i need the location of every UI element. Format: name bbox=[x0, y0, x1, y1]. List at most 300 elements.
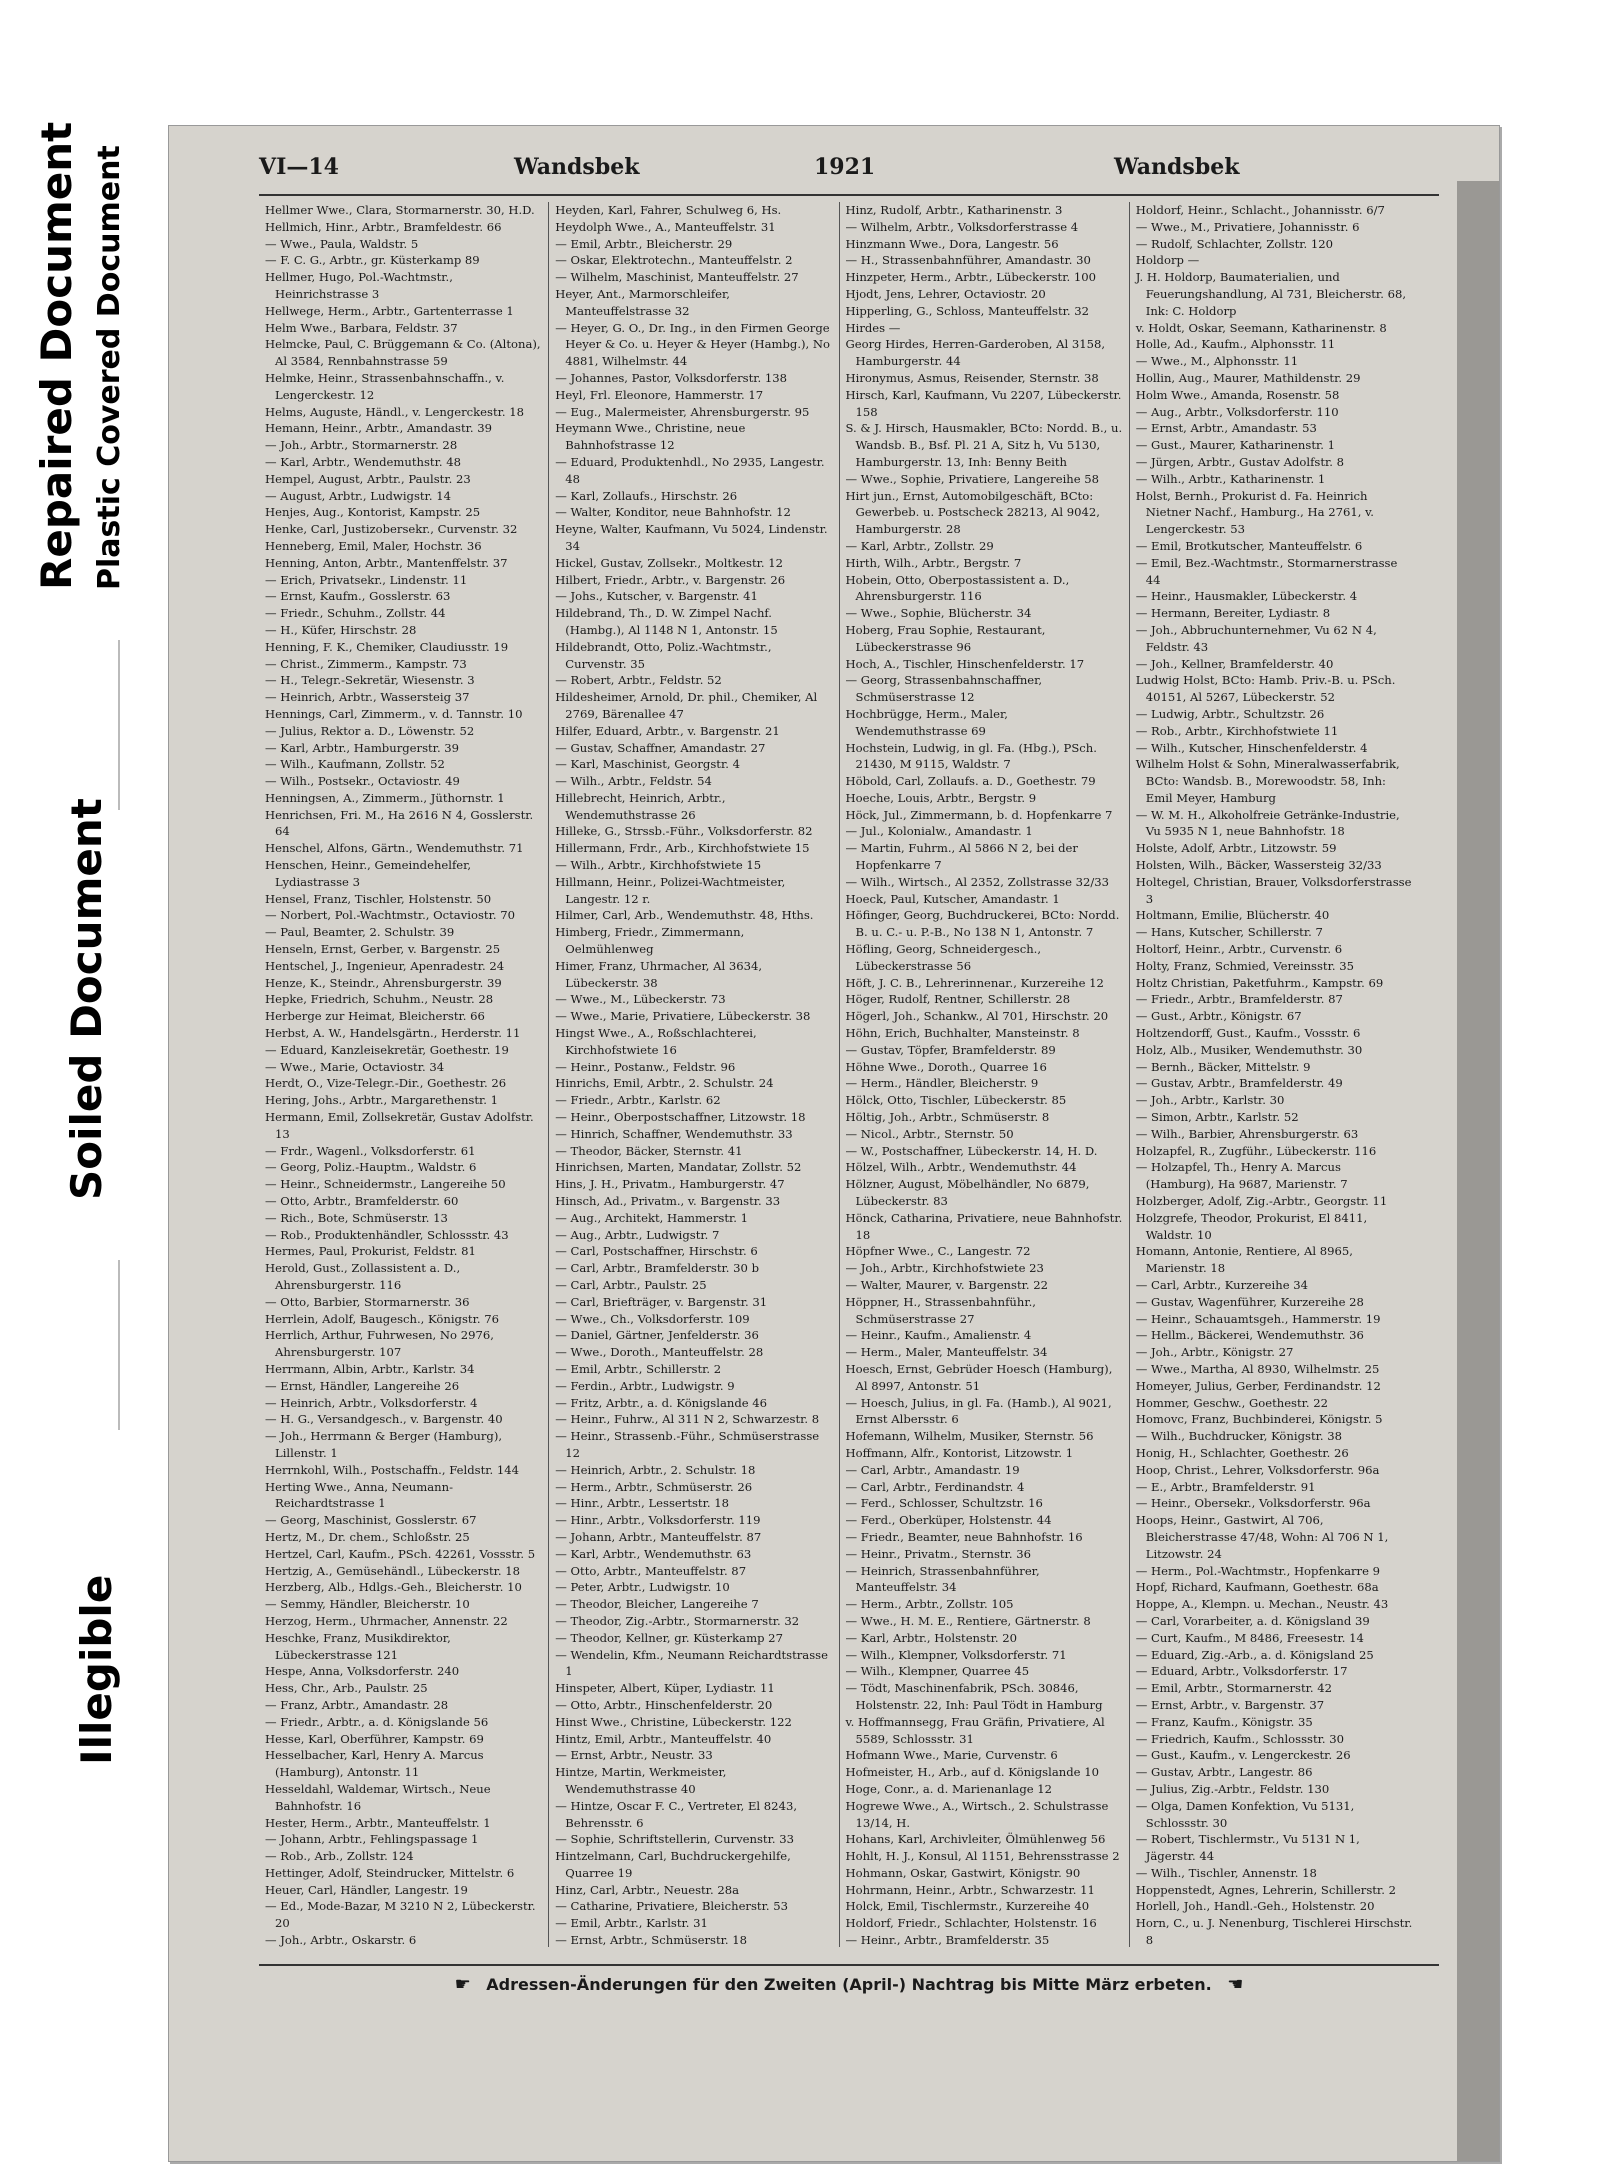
directory-entry: — Friedr., Arbtr., Bramfelderstr. 87 bbox=[1135, 992, 1343, 1007]
directory-entry: Hogrewe Wwe., A., Wirtsch., 2. Schulstrasse 13/14, H. bbox=[845, 1798, 1109, 1830]
directory-entry: — Joh., Arbtr., Stormarnerstr. 28 bbox=[265, 438, 458, 453]
directory-entry: — Gustav, Arbtr., Langestr. 86 bbox=[1135, 1765, 1313, 1780]
directory-entry: — Hinr., Arbtr., Lessertstr. 18 bbox=[555, 1496, 729, 1511]
directory-entry: — H. G., Versandgesch., v. Bargenstr. 40 bbox=[265, 1412, 503, 1427]
directory-entry: Hillebrecht, Heinrich, Arbtr., Wendemuthstrasse 26 bbox=[555, 790, 726, 822]
directory-entry: Hingst Wwe., A., Roßschlachterei, Kirchhofstwiete 16 bbox=[555, 1026, 757, 1057]
directory-entry: — Wwe., Marie, Privatiere, Lübeckerstr. 38 bbox=[555, 1009, 811, 1024]
directory-entry: Herbst, A. W., Handelsgärtn., Herderstr. 11 bbox=[265, 1026, 521, 1041]
directory-entry: — Ernst, Händler, Langereihe 26 bbox=[265, 1378, 460, 1393]
directory-entry: Horlell, Joh., Handl.-Geh., Holstenstr. 20 bbox=[1135, 1899, 1375, 1914]
directory-entry: — Wilh., Arbtr., Kirchhofstwiete 15 bbox=[555, 858, 762, 873]
directory-entry: Hemann, Heinr., Arbtr., Amandastr. 39 bbox=[265, 421, 493, 436]
directory-entry: — Karl, Arbtr., Holstenstr. 20 bbox=[845, 1630, 1018, 1645]
directory-entry: Hölck, Otto, Tischler, Lübeckerstr. 85 bbox=[845, 1093, 1067, 1108]
directory-entry: Herrlich, Arthur, Fuhrwesen, No 2976, Ahrensburgerstr. 107 bbox=[265, 1328, 494, 1360]
directory-entry: Henningsen, A., Zimmerm., Jüthornstr. 1 bbox=[265, 790, 505, 805]
directory-entry: Hoppenstedt, Agnes, Lehrerin, Schillerstr. 2 bbox=[1135, 1882, 1396, 1897]
directory-entry: — Gustav, Wagenführer, Kurzereihe 28 bbox=[1135, 1294, 1364, 1309]
directory-entry: S. & J. Hirsch, Hausmakler, BCto: Nordd. B., u. Wandsb. B., Bsf. Pl. 21 A, Sitz h, Vu 5130, Hamburgerstr. 13, Inh: Benny Beith bbox=[845, 421, 1123, 469]
column-3 bbox=[840, 202, 1130, 1947]
directory-entry: Homovc, Franz, Buchbinderei, Königstr. 5 bbox=[1135, 1412, 1383, 1427]
directory-entry: v. Holdt, Oskar, Seemann, Katharinenstr. 8 bbox=[1135, 320, 1387, 335]
directory-entry: Hildebrandt, Otto, Poliz.-Wachtmstr., Curvenstr. 35 bbox=[555, 639, 772, 671]
directory-entry: — Herm., Händler, Bleicherstr. 9 bbox=[845, 1076, 1039, 1091]
directory-entry: Holtz Christian, Paketfuhrm., Kampstr. 69 bbox=[1135, 975, 1384, 990]
page-spine bbox=[1457, 181, 1499, 2162]
directory-entry: Hesse, Karl, Oberführer, Kampstr. 69 bbox=[265, 1731, 484, 1746]
label-soiled-document: Soiled Document bbox=[62, 798, 111, 1200]
directory-entry: Holzberger, Adolf, Zig.-Arbtr., Georgstr. 11 bbox=[1135, 1194, 1388, 1209]
directory-entry: Hintzelmann, Carl, Buchdruckergehilfe, Quarree 19 bbox=[555, 1849, 791, 1880]
directory-entry: — F. C. G., Arbtr., gr. Küsterkamp 89 bbox=[265, 253, 480, 268]
directory-entry: — W. M. H., Alkoholfreie Getränke-Industrie, Vu 5935 N 1, neue Bahnhofstr. 18 bbox=[1135, 807, 1400, 839]
directory-entry: Hins, J. H., Privatm., Hamburgerstr. 47 bbox=[555, 1177, 785, 1192]
directory-entry: Hochstein, Ludwig, in gl. Fa. (Hbg.), PSch. 21430, M 9115, Waldstr. 7 bbox=[845, 740, 1097, 772]
directory-entry: Henjes, Aug., Kontorist, Kampstr. 25 bbox=[265, 505, 481, 520]
directory-entry: — Julius, Rektor a. D., Löwenstr. 52 bbox=[265, 723, 475, 738]
directory-entry: — Friedrich, Kaufm., Schlossstr. 30 bbox=[1135, 1731, 1345, 1746]
directory-entry: — Wilh., Kaufmann, Zollstr. 52 bbox=[265, 757, 445, 772]
directory-entry: — Eug., Malermeister, Ahrensburgerstr. 95 bbox=[555, 404, 810, 419]
directory-entry: — Ferdin., Arbtr., Ludwigstr. 9 bbox=[555, 1378, 735, 1393]
directory-entry: — Otto, Arbtr., Manteuffelstr. 87 bbox=[555, 1563, 747, 1578]
directory-entry: Holz, Alb., Musiker, Wendemuthstr. 30 bbox=[1135, 1042, 1363, 1057]
directory-entry: — Emil, Bez.-Wachtmstr., Stormarnerstrasse 44 bbox=[1135, 555, 1398, 587]
directory-entry: — Jul., Kolonialw., Amandastr. 1 bbox=[845, 824, 1033, 839]
column-1 bbox=[259, 202, 549, 1947]
header-year: 1921 bbox=[814, 154, 876, 180]
directory-entry: — Wwe., Sophie, Blücherstr. 34 bbox=[845, 606, 1032, 621]
directory-entry: Hepke, Friedrich, Schuhm., Neustr. 28 bbox=[265, 992, 494, 1007]
directory-entry: Holdorp — bbox=[1135, 253, 1200, 268]
side-labels bbox=[0, 0, 165, 2177]
directory-entry: Hickel, Gustav, Zollsekr., Moltkestr. 12 bbox=[555, 555, 784, 570]
directory-entry: — Julius, Zig.-Arbtr., Feldstr. 130 bbox=[1135, 1781, 1330, 1796]
directory-entry: Hönck, Catharina, Privatiere, neue Bahnhofstr. 18 bbox=[845, 1210, 1123, 1242]
directory-entry: — Curt, Kaufm., M 8486, Freesestr. 14 bbox=[1135, 1630, 1364, 1645]
directory-entry: Hellwege, Herm., Arbtr., Gartenterrasse 1 bbox=[265, 303, 514, 318]
directory-entry: Hoeche, Louis, Arbtr., Bergstr. 9 bbox=[845, 790, 1037, 805]
page-header bbox=[259, 154, 1439, 188]
directory-entry: — Hans, Kutscher, Schillerstr. 7 bbox=[1135, 925, 1323, 940]
header-right-title: Wandsbek bbox=[1114, 154, 1240, 180]
directory-entry: Heyne, Walter, Kaufmann, Vu 5024, Lindenstr. 34 bbox=[555, 522, 828, 553]
directory-entry: — Emil, Arbtr., Schillerstr. 2 bbox=[555, 1361, 722, 1376]
directory-entry: Hohmann, Oskar, Gastwirt, Königstr. 90 bbox=[845, 1865, 1081, 1880]
directory-entry: Hinz, Carl, Arbtr., Neuestr. 28a bbox=[555, 1882, 739, 1897]
label-divider bbox=[118, 640, 120, 810]
directory-entry: — Joh., Herrmann & Berger (Hamburg), Lillenstr. 1 bbox=[265, 1429, 503, 1460]
directory-entry: Henning, Anton, Arbtr., Mantenffelstr. 37 bbox=[265, 555, 508, 570]
directory-entry: Hirdes — bbox=[845, 320, 901, 335]
directory-entry: — Walter, Konditor, neue Bahnhofstr. 12 bbox=[555, 505, 791, 520]
directory-entry: Hobein, Otto, Oberpostassistent a. D., Ahrensburgerstr. 116 bbox=[845, 572, 1070, 604]
directory-entry: — Karl, Arbtr., Zollstr. 29 bbox=[845, 538, 994, 553]
directory-entry: Hoeck, Paul, Kutscher, Amandastr. 1 bbox=[845, 891, 1060, 906]
directory-entry: Hildebrand, Th., D. W. Zimpel Nachf. (Hambg.), Al 1148 N 1, Antonstr. 15 bbox=[555, 606, 778, 637]
directory-entry: Höpfner Wwe., C., Langestr. 72 bbox=[845, 1244, 1031, 1259]
directory-entry: — Sophie, Schriftstellerin, Curvenstr. 33 bbox=[555, 1832, 794, 1847]
directory-entry: Hofemann, Wilhelm, Musiker, Sternstr. 56 bbox=[845, 1429, 1094, 1444]
directory-entry: Heyer, Ant., Marmorschleifer, Manteuffelstrasse 32 bbox=[555, 286, 730, 318]
directory-entry: — Wwe., Doroth., Manteuffelstr. 28 bbox=[555, 1345, 764, 1360]
directory-entry: — H., Küfer, Hirschstr. 28 bbox=[265, 622, 417, 637]
directory-entry: — Theodor, Kellner, gr. Küsterkamp 27 bbox=[555, 1630, 783, 1645]
directory-entry: Hirth, Wilh., Arbtr., Bergstr. 7 bbox=[845, 555, 1022, 570]
directory-entry: Hofmann Wwe., Marie, Curvenstr. 6 bbox=[845, 1748, 1058, 1763]
directory-entry: — Eduard, Zig.-Arb., a. d. Königsland 25 bbox=[1135, 1647, 1374, 1662]
directory-entry: — Gust., Kaufm., v. Lengerckestr. 26 bbox=[1135, 1748, 1351, 1763]
directory-entry: Hentschel, J., Ingenieur, Apenradestr. 24 bbox=[265, 958, 505, 973]
directory-entry: Hoch, A., Tischler, Hinschenfelderstr. 17 bbox=[845, 656, 1085, 671]
directory-entry: — Wilhelm, Maschinist, Manteuffelstr. 27 bbox=[555, 270, 799, 285]
directory-entry: Hillermann, Frdr., Arb., Kirchhofstwiete 15 bbox=[555, 841, 810, 856]
directory-entry: — Robert, Arbtr., Feldstr. 52 bbox=[555, 673, 722, 688]
directory-entry: — Rudolf, Schlachter, Zollstr. 120 bbox=[1135, 236, 1334, 251]
directory-entry: — Simon, Arbtr., Karlstr. 52 bbox=[1135, 1110, 1299, 1125]
directory-entry: — Joh., Arbtr., Karlstr. 30 bbox=[1135, 1093, 1285, 1108]
directory-entry: — Wwe., Martha, Al 8930, Wilhelmstr. 25 bbox=[1135, 1361, 1380, 1376]
header-rule bbox=[259, 194, 1439, 196]
directory-entry: Holste, Adolf, Arbtr., Litzowstr. 59 bbox=[1135, 841, 1337, 856]
directory-entry: Wilhelm Holst & Sohn, Mineralwasserfabrik, BCto: Wandsb. B., Morewoodstr. 58, Inh: Emil Meyer, Hamburg bbox=[1135, 757, 1400, 805]
directory-entry: Hertzig, A., Gemüsehändl., Lübeckerstr. 18 bbox=[265, 1563, 521, 1578]
directory-entry: — Hinr., Arbtr., Volksdorferstr. 119 bbox=[555, 1513, 761, 1528]
directory-entry: Hinspeter, Albert, Küper, Lydiastr. 11 bbox=[555, 1681, 775, 1696]
directory-entry: Hilfer, Eduard, Arbtr., v. Bargenstr. 21 bbox=[555, 723, 780, 738]
directory-entry: Höfinger, Georg, Buchdruckerei, BCto: Nordd. B. u. C.- u. P.-B., No 138 N 1, Antonstr. 7 bbox=[845, 908, 1120, 940]
directory-entry: — Friedr., Arbtr., a. d. Königslande 56 bbox=[265, 1714, 489, 1729]
directory-entry: — Herm., Maler, Manteuffelstr. 34 bbox=[845, 1345, 1048, 1360]
directory-entry: Hommer, Geschw., Goethestr. 22 bbox=[1135, 1395, 1329, 1410]
directory-entry: Höft, J. C. B., Lehrerinnenar., Kurzereihe 12 bbox=[845, 975, 1104, 990]
directory-entry: — Aug., Arbtr., Ludwigstr. 7 bbox=[555, 1227, 720, 1242]
directory-entry: — Emil, Arbtr., Stormarnerstr. 42 bbox=[1135, 1681, 1333, 1696]
directory-entry: — Wilh., Barbier, Ahrensburgerstr. 63 bbox=[1135, 1126, 1359, 1141]
directory-entry: Hilmer, Carl, Arb., Wendemuthstr. 48, Hths. bbox=[555, 908, 814, 923]
directory-entry: Hertzel, Carl, Kaufm., PSch. 42261, Vossstr. 5 bbox=[265, 1546, 536, 1561]
directory-entry: — Joh., Abbruchunternehmer, Vu 62 N 4, Feldstr. 43 bbox=[1135, 622, 1377, 654]
directory-entry: — Karl, Arbtr., Wendemuthstr. 48 bbox=[265, 454, 461, 469]
directory-entry: — Ernst, Arbtr., Schmüserstr. 18 bbox=[555, 1933, 748, 1947]
directory-entry: — Heyer, G. O., Dr. Ing., in den Firmen George Heyer & Co. u. Heyer & Heyer (Hambg.), No 4881, Wilhelmstr. 44 bbox=[555, 320, 831, 369]
directory-entry: — Rich., Bote, Schmüserstr. 13 bbox=[265, 1210, 448, 1225]
directory-entry: Heschke, Franz, Musikdirektor, Lübeckerstrasse 121 bbox=[265, 1630, 451, 1662]
directory-entry: — Theodor, Zig.-Arbtr., Stormarnerstr. 32 bbox=[555, 1613, 800, 1628]
directory-entry: Hettinger, Adolf, Steindrucker, Mittelstr. 6 bbox=[265, 1865, 515, 1880]
directory-entry: Högerl, Joh., Schankw., Al 701, Hirschstr. 20 bbox=[845, 1009, 1109, 1024]
directory-entry: Hesselbacher, Karl, Henry A. Marcus (Hamburg), Antonstr. 11 bbox=[265, 1748, 484, 1780]
directory-entry: Hinzpeter, Herm., Arbtr., Lübeckerstr. 100 bbox=[845, 270, 1096, 285]
directory-entry: — Heinr., Oberpostschaffner, Litzowstr. 18 bbox=[555, 1110, 806, 1125]
directory-entry: Heuer, Carl, Händler, Langestr. 19 bbox=[265, 1882, 468, 1897]
directory-entry: Hinz, Rudolf, Arbtr., Katharinenstr. 3 bbox=[845, 203, 1063, 217]
column-4 bbox=[1130, 202, 1419, 1947]
directory-entry: — Heinrich, Arbtr., Volksdorferstr. 4 bbox=[265, 1395, 478, 1410]
directory-entry: Hintz, Emil, Arbtr., Manteuffelstr. 40 bbox=[555, 1731, 772, 1746]
directory-entry: Himer, Franz, Uhrmacher, Al 3634, Lübeckerstr. 38 bbox=[555, 958, 763, 990]
directory-entry: — Wwe., Ch., Volksdorferstr. 109 bbox=[555, 1311, 750, 1326]
directory-entry: Hermes, Paul, Prokurist, Feldstr. 81 bbox=[265, 1244, 476, 1259]
directory-entry: — Hoesch, Julius, in gl. Fa. (Hamb.), Al 9021, Ernst Albersstr. 6 bbox=[845, 1395, 1112, 1427]
directory-entry: Hess, Chr., Arb., Paulstr. 25 bbox=[265, 1681, 428, 1696]
directory-entry: Henrichsen, Fri. M., Ha 2616 N 4, Gosslerstr. 64 bbox=[265, 807, 534, 839]
directory-entry: Hildesheimer, Arnold, Dr. phil., Chemiker, Al 2769, Bärenallee 47 bbox=[555, 690, 818, 721]
directory-entry: — Rob., Produktenhändler, Schlossstr. 43 bbox=[265, 1227, 509, 1242]
directory-entry: Herrmann, Albin, Arbtr., Karlstr. 34 bbox=[265, 1361, 475, 1376]
directory-entry: — Catharine, Privatiere, Bleicherstr. 53 bbox=[555, 1899, 788, 1914]
directory-entry: — Walter, Maurer, v. Bargenstr. 22 bbox=[845, 1278, 1049, 1292]
directory-entry: — Wilh., Postsekr., Octaviostr. 49 bbox=[265, 774, 460, 789]
directory-entry: — Hermann, Bereiter, Lydiastr. 8 bbox=[1135, 606, 1331, 621]
directory-entry: — Wilh., Tischler, Annenstr. 18 bbox=[1135, 1865, 1317, 1880]
directory-entry: — Wilh., Wirtsch., Al 2352, Zollstrasse 32/33 bbox=[845, 874, 1110, 889]
directory-entry: Horn, C., u. J. Nenenburg, Tischlerei Hirschstr. 8 bbox=[1135, 1916, 1413, 1947]
directory-entry: Hoesch, Ernst, Gebrüder Hoesch (Hamburg), Al 8997, Antonstr. 51 bbox=[845, 1361, 1113, 1393]
pointing-hand-right-icon: ☚ bbox=[1227, 1974, 1244, 1995]
directory-entry: — Carl, Arbtr., Ferdinandstr. 4 bbox=[845, 1479, 1025, 1494]
directory-entry: — Theodor, Bleicher, Langereihe 7 bbox=[555, 1597, 759, 1612]
directory-entry: Herrlein, Adolf, Baugesch., Königstr. 76 bbox=[265, 1311, 499, 1326]
directory-entry: — Carl, Arbtr., Kurzereihe 34 bbox=[1135, 1278, 1309, 1292]
directory-entry: Hellmer Wwe., Clara, Stormarnerstr. 30, H.D. bbox=[265, 203, 535, 217]
directory-entry: Hölzner, August, Möbelhändler, No 6879, Lübeckerstr. 83 bbox=[845, 1177, 1090, 1209]
directory-entry: — Johannes, Pastor, Volksdorferstr. 138 bbox=[555, 370, 788, 385]
directory-page bbox=[168, 125, 1500, 2162]
directory-entry: Hering, Johs., Arbtr., Margarethenstr. 1 bbox=[265, 1093, 499, 1108]
directory-entry: Holty, Franz, Schmied, Vereinsstr. 35 bbox=[1135, 958, 1354, 973]
directory-entry: Holtegel, Christian, Brauer, Volksdorferstrasse 3 bbox=[1135, 874, 1412, 906]
directory-entry: Holdorf, Friedr., Schlachter, Holstenstr. 16 bbox=[845, 1916, 1097, 1931]
directory-entry: Holck, Emil, Tischlermstr., Kurzereihe 40 bbox=[845, 1899, 1090, 1914]
directory-entry: — Erich, Privatsekr., Lindenstr. 11 bbox=[265, 572, 468, 587]
directory-entry: — Semmy, Händler, Bleicherstr. 10 bbox=[265, 1597, 470, 1612]
directory-entry: — Carl, Postschaffner, Hirschstr. 6 bbox=[555, 1244, 758, 1259]
directory-entry: — Otto, Arbtr., Bramfelderstr. 60 bbox=[265, 1194, 459, 1209]
directory-entry: — Johann, Arbtr., Fehlingspassage 1 bbox=[265, 1832, 479, 1847]
directory-entry: Herdt, O., Vize-Telegr.-Dir., Goethestr. 26 bbox=[265, 1076, 507, 1091]
directory-entry: Hillmann, Heinr., Polizei-Wachtmeister, Langestr. 12 r. bbox=[555, 874, 786, 906]
directory-entry: — Martin, Fuhrm., Al 5866 N 2, bei der Hopfenkarre 7 bbox=[845, 841, 1078, 873]
directory-entry: Hertz, M., Dr. chem., Schloßstr. 25 bbox=[265, 1529, 470, 1544]
directory-entry: — H., Strassenbahnführer, Amandastr. 30 bbox=[845, 253, 1091, 268]
directory-entry: Heyden, Karl, Fahrer, Schulweg 6, Hs. bbox=[555, 203, 782, 217]
directory-entry: Hinrichs, Emil, Arbtr., 2. Schulstr. 24 bbox=[555, 1076, 774, 1091]
directory-entry: — Friedr., Schuhm., Zollstr. 44 bbox=[265, 606, 446, 621]
directory-entry: Hinzmann Wwe., Dora, Langestr. 56 bbox=[845, 236, 1059, 251]
directory-entry: Herzberg, Alb., Hdlgs.-Geh., Bleicherstr. 10 bbox=[265, 1580, 522, 1595]
directory-entry: Hoberg, Frau Sophie, Restaurant, Lübeckerstrasse 96 bbox=[845, 622, 1046, 654]
directory-entry: Heydolph Wwe., A., Manteuffelstr. 31 bbox=[555, 219, 776, 234]
directory-entry: — Heinr., Kaufm., Amalienstr. 4 bbox=[845, 1328, 1032, 1343]
directory-entry: — H., Telegr.-Sekretär, Wiesenstr. 3 bbox=[265, 673, 475, 688]
directory-entry: Hintze, Martin, Werkmeister, Wendemuthstrasse 40 bbox=[555, 1765, 727, 1796]
directory-entry: — Friedr., Beamter, neue Bahnhofstr. 16 bbox=[845, 1529, 1083, 1544]
directory-entry: Holm Wwe., Amanda, Rosenstr. 58 bbox=[1135, 387, 1340, 402]
directory-entry: Hilleke, G., Strssb.-Führ., Volksdorferstr. 82 bbox=[555, 824, 813, 839]
directory-entry: Holdorf, Heinr., Schlacht., Johannisstr. 6/7 bbox=[1135, 203, 1385, 217]
directory-entry: — Wilh., Klempner, Quarree 45 bbox=[845, 1664, 1030, 1679]
directory-entry: Henschel, Alfons, Gärtn., Wendemuthstr. 71 bbox=[265, 841, 524, 856]
directory-entry: Henze, K., Steindr., Ahrensburgerstr. 39 bbox=[265, 975, 502, 990]
label-illegible: Illegible bbox=[72, 1574, 121, 1765]
directory-entry: J. H. Holdorp, Baumaterialien, und Feuerungshandlung, Al 731, Bleicherstr. 68, Ink: C. Holdorp bbox=[1135, 270, 1407, 318]
directory-entry: — Heinrich, Arbtr., 2. Schulstr. 18 bbox=[555, 1462, 756, 1477]
directory-entry: Hohans, Karl, Archivleiter, Ölmühlenweg 56 bbox=[845, 1832, 1106, 1847]
directory-entry: Hironymus, Asmus, Reisender, Sternstr. 38 bbox=[845, 370, 1099, 385]
directory-entry: — W., Postschaffner, Lübeckerstr. 14, H. D. bbox=[845, 1143, 1098, 1158]
directory-entry: Homann, Antonie, Rentiere, Al 8965, Marienstr. 18 bbox=[1135, 1244, 1353, 1276]
directory-entry: — Gust., Arbtr., Königstr. 67 bbox=[1135, 1009, 1302, 1024]
directory-entry: Helm Wwe., Barbara, Feldstr. 37 bbox=[265, 320, 458, 335]
directory-entry: Hinsch, Ad., Privatm., v. Bargenstr. 33 bbox=[555, 1194, 781, 1209]
directory-entry: — Hintze, Oscar F. C., Vertreter, El 8243, Behrensstr. 6 bbox=[555, 1798, 798, 1830]
directory-entry: — Peter, Arbtr., Ludwigstr. 10 bbox=[555, 1580, 730, 1595]
label-divider bbox=[118, 1260, 120, 1430]
directory-entry: — Karl, Zollaufs., Hirschstr. 26 bbox=[555, 488, 738, 503]
directory-entry: — Heinr., Arbtr., Bramfelderstr. 35 bbox=[845, 1933, 1050, 1947]
directory-entry: Herrnkohl, Wilh., Postschaffn., Feldstr. 144 bbox=[265, 1462, 520, 1477]
directory-entry: Hoop, Christ., Lehrer, Volksdorferstr. 96a bbox=[1135, 1462, 1380, 1477]
directory-entry: Hochbrügge, Herm., Maler, Wendemuthstrasse 69 bbox=[845, 706, 1008, 738]
directory-entry: — Wwe., Sophie, Privatiere, Langereihe 58 bbox=[845, 471, 1100, 486]
directory-entry: — Otto, Barbier, Stormarnerstr. 36 bbox=[265, 1294, 470, 1309]
directory-entry: — Heinr., Postanw., Feldstr. 96 bbox=[555, 1059, 736, 1074]
directory-entry: — Georg, Strassenbahnschaffner, Schmüserstrasse 12 bbox=[845, 673, 1043, 705]
directory-entry: — Carl, Arbtr., Paulstr. 25 bbox=[555, 1278, 707, 1292]
directory-entry: Helmke, Heinr., Strassenbahnschaffn., v. Lengerckestr. 12 bbox=[265, 370, 505, 402]
directory-entry: Hespe, Anna, Volksdorferstr. 240 bbox=[265, 1664, 460, 1679]
directory-entry: — Bernh., Bäcker, Mittelstr. 9 bbox=[1135, 1059, 1311, 1074]
directory-entry: — Georg, Maschinist, Gosslerstr. 67 bbox=[265, 1513, 477, 1528]
directory-entry: Holst, Bernh., Prokurist d. Fa. Heinrich Nietner Nachf., Hamburg., Ha 2761, v. Lengerckestr. 53 bbox=[1135, 488, 1374, 537]
directory-entry: — Eduard, Arbtr., Volksdorferstr. 17 bbox=[1135, 1664, 1348, 1679]
directory-entry: Holtzendorff, Gust., Kaufm., Vossstr. 6 bbox=[1135, 1026, 1361, 1041]
directory-entry: — Wwe., Marie, Octaviostr. 34 bbox=[265, 1059, 445, 1074]
directory-entry: Herzog, Herm., Uhrmacher, Annenstr. 22 bbox=[265, 1613, 508, 1628]
directory-entry: Henseln, Ernst, Gerber, v. Bargenstr. 25 bbox=[265, 942, 501, 957]
directory-entry: — Rob., Arbtr., Kirchhofstwiete 11 bbox=[1135, 723, 1339, 738]
directory-entry: Heymann Wwe., Christine, neue Bahnhofstrasse 12 bbox=[555, 421, 746, 453]
directory-entry: — Heinr., Schauamtsgeh., Hammerstr. 19 bbox=[1135, 1311, 1381, 1326]
directory-columns bbox=[259, 202, 1419, 1947]
directory-entry: — Robert, Tischlermstr., Vu 5131 N 1, Jägerstr. 44 bbox=[1135, 1832, 1360, 1864]
column-2 bbox=[549, 202, 839, 1947]
directory-entry: — Norbert, Pol.-Wachtmstr., Octaviostr. 70 bbox=[265, 908, 515, 923]
footer-notice: Adressen-Änderungen für den Zweiten (April-) Nachtrag bis Mitte März erbeten. bbox=[486, 1975, 1212, 1994]
directory-entry: Henneberg, Emil, Maler, Hochstr. 36 bbox=[265, 538, 482, 553]
directory-entry: Heyl, Frl. Eleonore, Hammerstr. 17 bbox=[555, 387, 764, 402]
directory-entry: — Franz, Arbtr., Amandastr. 28 bbox=[265, 1697, 449, 1712]
directory-entry: — Wwe., Paula, Waldstr. 5 bbox=[265, 236, 419, 251]
directory-entry: Hoffmann, Alfr., Kontorist, Litzowstr. 1 bbox=[845, 1445, 1074, 1460]
directory-entry: Holtmann, Emilie, Blücherstr. 40 bbox=[1135, 908, 1330, 923]
directory-entry: Holtorf, Heinr., Arbtr., Curvenstr. 6 bbox=[1135, 942, 1343, 957]
directory-entry: Hilbert, Friedr., Arbtr., v. Bargenstr. 26 bbox=[555, 572, 786, 587]
page-number: VI—14 bbox=[259, 154, 339, 180]
directory-entry: — Gust., Maurer, Katharinenstr. 1 bbox=[1135, 438, 1335, 453]
directory-entry: — Paul, Beamter, 2. Schulstr. 39 bbox=[265, 925, 455, 940]
directory-entry: Henschen, Heinr., Gemeindehelfer, Lydiastrasse 3 bbox=[265, 858, 472, 889]
directory-entry: Hohrmann, Heinr., Arbtr., Schwarzestr. 11 bbox=[845, 1882, 1095, 1897]
directory-entry: Himberg, Friedr., Zimmermann, Oelmühlenweg bbox=[555, 925, 745, 957]
directory-entry: — Heinrich, Strassenbahnführer, Manteuffelstr. 34 bbox=[845, 1563, 1040, 1595]
directory-entry: — Ernst, Arbtr., v. Bargenstr. 37 bbox=[1135, 1697, 1325, 1712]
directory-entry: — Aug., Architekt, Hammerstr. 1 bbox=[555, 1210, 749, 1225]
directory-entry: Hinrichsen, Marten, Mandatar, Zollstr. 52 bbox=[555, 1160, 802, 1175]
directory-entry: Hipperling, G., Schloss, Manteuffelstr. 32 bbox=[845, 303, 1090, 318]
directory-entry: — Friedr., Arbtr., Karlstr. 62 bbox=[555, 1093, 721, 1108]
directory-entry: — Heinr., Obersekr., Volksdorferstr. 96a bbox=[1135, 1496, 1371, 1511]
pointing-hand-left-icon: ☛ bbox=[454, 1974, 471, 1995]
directory-entry: — Franz, Kaufm., Königstr. 35 bbox=[1135, 1714, 1313, 1729]
directory-entry: Holzapfel, R., Zugführ., Lübeckerstr. 116 bbox=[1135, 1143, 1377, 1158]
directory-entry: — Emil, Arbtr., Karlstr. 31 bbox=[555, 1916, 708, 1931]
directory-entry: — Oskar, Elektrotechn., Manteuffelstr. 2 bbox=[555, 253, 793, 268]
directory-entry: Höfling, Georg, Schneidergesch., Lübeckerstrasse 56 bbox=[845, 942, 1042, 973]
header-left-title: Wandsbek bbox=[514, 154, 640, 180]
directory-entry: — Joh., Arbtr., Oskarstr. 6 bbox=[265, 1933, 417, 1947]
directory-entry: Georg Hirdes, Herren-Garderoben, Al 3158, Hamburgerstr. 44 bbox=[845, 337, 1106, 369]
directory-entry: — Wilh., Arbtr., Katharinenstr. 1 bbox=[1135, 471, 1326, 486]
directory-entry: Hohlt, H. J., Konsul, Al 1151, Behrensstrasse 2 bbox=[845, 1849, 1120, 1864]
directory-entry: — Hinrich, Schaffner, Wendemuthstr. 33 bbox=[555, 1126, 793, 1141]
directory-entry: — Carl, Arbtr., Amandastr. 19 bbox=[845, 1462, 1020, 1477]
directory-entry: Hempel, August, Arbtr., Paulstr. 23 bbox=[265, 471, 471, 486]
directory-entry: Höck, Jul., Zimmermann, b. d. Hopfenkarre 7 bbox=[845, 807, 1113, 822]
directory-entry: — Aug., Arbtr., Volksdorferstr. 110 bbox=[1135, 404, 1339, 419]
directory-entry: — Wwe., M., Privatiere, Johannisstr. 6 bbox=[1135, 219, 1360, 234]
directory-entry: — Ernst, Kaufm., Gosslerstr. 63 bbox=[265, 589, 451, 604]
directory-entry: Holle, Ad., Kaufm., Alphonsstr. 11 bbox=[1135, 337, 1336, 352]
directory-entry: — Ernst, Arbtr., Neustr. 33 bbox=[555, 1748, 713, 1763]
directory-entry: — Emil, Arbtr., Bleicherstr. 29 bbox=[555, 236, 733, 251]
directory-entry: Höger, Rudolf, Rentner, Schillerstr. 28 bbox=[845, 992, 1071, 1007]
directory-entry: — Eduard, Kanzleisekretär, Goethestr. 19 bbox=[265, 1042, 509, 1057]
directory-entry: — Theodor, Bäcker, Sternstr. 41 bbox=[555, 1143, 743, 1158]
directory-entry: — Eduard, Produktenhdl., No 2935, Langestr. 48 bbox=[555, 454, 825, 486]
directory-entry: Hellmer, Hugo, Pol.-Wachtmstr., Heinrichstrasse 3 bbox=[265, 270, 453, 301]
directory-entry: — Wendelin, Kfm., Neumann Reichardtstrasse 1 bbox=[555, 1647, 828, 1679]
directory-entry: Honig, H., Schlachter, Goethestr. 26 bbox=[1135, 1445, 1349, 1460]
directory-entry: Hoppe, A., Klempn. u. Mechan., Neustr. 43 bbox=[1135, 1597, 1389, 1612]
directory-entry: — Holzapfel, Th., Henry A. Marcus (Hamburg), Ha 9687, Marienstr. 7 bbox=[1135, 1160, 1348, 1192]
directory-entry: Herold, Gust., Zollassistent a. D., Ahrensburgerstr. 116 bbox=[265, 1261, 461, 1292]
directory-entry: v. Hoffmannsegg, Frau Gräfin, Privatiere, Al 5589, Schlossstr. 31 bbox=[845, 1714, 1105, 1746]
directory-entry: — Daniel, Gärtner, Jenfelderstr. 36 bbox=[555, 1328, 759, 1343]
directory-entry: — Hellm., Bäckerei, Wendemuthstr. 36 bbox=[1135, 1328, 1364, 1343]
directory-entry: — Rob., Arb., Zollstr. 124 bbox=[265, 1849, 414, 1864]
directory-entry: — Carl, Arbtr., Bramfelderstr. 30 b bbox=[555, 1261, 760, 1276]
directory-entry: — E., Arbtr., Bramfelderstr. 91 bbox=[1135, 1479, 1316, 1494]
directory-entry: — Wilh., Arbtr., Feldstr. 54 bbox=[555, 774, 712, 789]
directory-entry: Hensel, Franz, Tischler, Holstenstr. 50 bbox=[265, 891, 492, 906]
directory-entry: Höhne Wwe., Doroth., Quarree 16 bbox=[845, 1059, 1047, 1074]
directory-entry: Herberge zur Heimat, Bleicherstr. 66 bbox=[265, 1009, 485, 1024]
directory-entry: — Heinr., Fuhrw., Al 311 N 2, Schwarzestr. 8 bbox=[555, 1412, 820, 1427]
directory-entry: — Christ., Zimmerm., Kampstr. 73 bbox=[265, 656, 467, 671]
directory-entry: Hirsch, Karl, Kaufmann, Vu 2207, Lübeckerstr. 158 bbox=[845, 387, 1122, 419]
directory-entry: — Joh., Kellner, Bramfelderstr. 40 bbox=[1135, 656, 1334, 671]
directory-entry: Höbold, Carl, Zollaufs. a. D., Goethestr. 79 bbox=[845, 774, 1096, 789]
directory-entry: — Karl, Maschinist, Georgstr. 4 bbox=[555, 757, 740, 772]
directory-entry: — Herm., Pol.-Wachtmstr., Hopfenkarre 9 bbox=[1135, 1563, 1381, 1578]
directory-entry: Helms, Auguste, Händl., v. Lengerckestr. 18 bbox=[265, 404, 525, 419]
directory-entry: Herting Wwe., Anna, Neumann-Reichardtstrasse 1 bbox=[265, 1479, 454, 1511]
directory-entry: Hellmich, Hinr., Arbtr., Bramfeldestr. 66 bbox=[265, 219, 502, 234]
directory-entry: Höltig, Joh., Arbtr., Schmüserstr. 8 bbox=[845, 1110, 1050, 1125]
